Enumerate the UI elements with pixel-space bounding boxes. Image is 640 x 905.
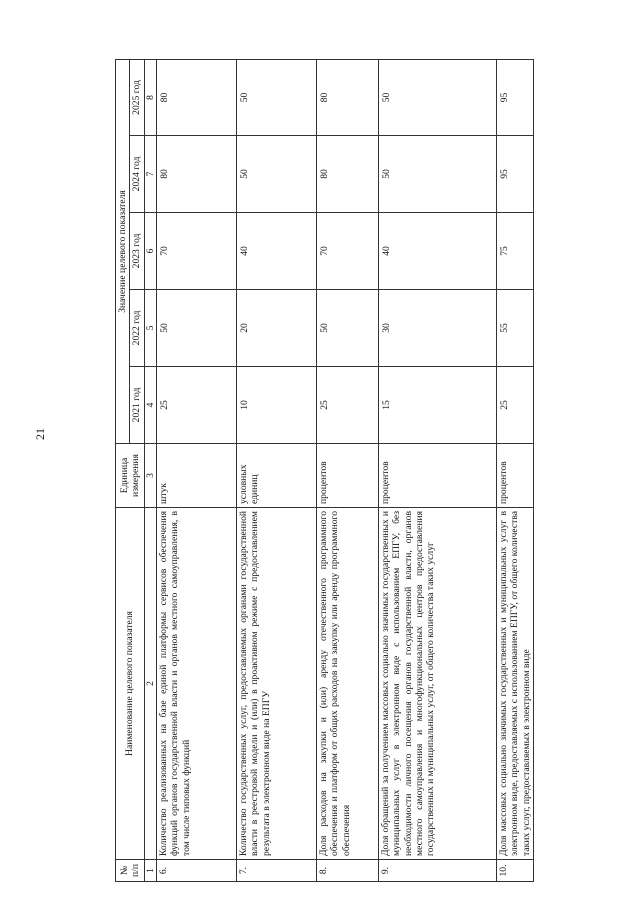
value-2023: 70	[156, 213, 236, 290]
indicator-unit: условных единиц	[236, 444, 316, 508]
value-2021: 25	[316, 367, 378, 444]
value-2025: 50	[378, 59, 496, 135]
header-unit: Единица измерения	[116, 444, 145, 508]
rotated-table-wrapper	[115, 60, 532, 882]
column-index: 2	[144, 508, 156, 860]
header-year: 2025 год	[130, 59, 144, 135]
indicator-unit: штук	[156, 444, 236, 508]
header-year: 2024 год	[130, 136, 144, 213]
value-2021: 25	[496, 367, 533, 444]
header-year: 2021 год	[130, 367, 144, 444]
value-2024: 95	[496, 136, 533, 213]
value-2022: 50	[156, 290, 236, 367]
column-index: 6	[144, 213, 156, 290]
column-index: 3	[144, 444, 156, 508]
indicator-name: Доля обращений за получением массовых социально значимых государственных и муниципальных услуг в электронном виде с использованием ЕПГУ, без необходимости личного посещения органов государственной власти, органов местного самоуправления и многофункциональных центров предоставления государственных и муниципальных услуг, от общего количества таких услуг	[378, 508, 496, 860]
row-number: 6.	[156, 860, 236, 882]
column-index: 8	[144, 59, 156, 135]
target-indicators-table	[115, 59, 534, 882]
row-number: 7.	[236, 860, 316, 882]
value-2022: 30	[378, 290, 496, 367]
value-2022: 20	[236, 290, 316, 367]
value-2025: 80	[316, 59, 378, 135]
value-2024: 80	[316, 136, 378, 213]
indicator-unit: процентов	[496, 444, 533, 508]
table-row	[316, 59, 378, 881]
column-index: 5	[144, 290, 156, 367]
indicator-name: Количество реализованных на базе единой платформы сервисов обеспечения функций органов государственной власти и органов местного самоуправления, в том числе типовых функций	[156, 508, 236, 860]
table-row	[378, 59, 496, 881]
value-2021: 25	[156, 367, 236, 444]
value-2025: 95	[496, 59, 533, 135]
row-number: 8.	[316, 860, 378, 882]
value-2023: 40	[378, 213, 496, 290]
table-row	[156, 59, 236, 881]
column-index: 1	[144, 860, 156, 882]
indicator-name: Доля массовых социально значимых государственных и муниципальных услуг в электронном виде, предоставляемых с использованием ЕПГУ, от общего количества таких услуг, предоставляемых в электронном виде	[496, 508, 533, 860]
row-number: 10.	[496, 860, 533, 882]
value-2024: 50	[378, 136, 496, 213]
table-row	[236, 59, 316, 881]
header-year: 2023 год	[130, 213, 144, 290]
value-2024: 50	[236, 136, 316, 213]
header-indicator-name: Наименование целевого показателя	[116, 508, 145, 860]
page-number: 21	[33, 428, 47, 440]
value-2021: 15	[378, 367, 496, 444]
indicator-unit: процентов	[316, 444, 378, 508]
value-2024: 80	[156, 136, 236, 213]
value-2023: 40	[236, 213, 316, 290]
value-2025: 80	[156, 59, 236, 135]
value-2025: 50	[236, 59, 316, 135]
indicator-unit: процентов	[378, 444, 496, 508]
header-target-values: Значение целевого показателя	[116, 59, 130, 443]
column-index: 7	[144, 136, 156, 213]
value-2021: 10	[236, 367, 316, 444]
value-2022: 55	[496, 290, 533, 367]
header-number: № п/п	[116, 860, 145, 882]
header-year: 2022 год	[130, 290, 144, 367]
value-2023: 75	[496, 213, 533, 290]
indicator-name: Количество государственных услуг, предоставляемых органами государственной власти в реестровой модели и (или) в проактивном режиме с предоставлением результата в электронном виде на ЕПГУ	[236, 508, 316, 860]
row-number: 9.	[378, 860, 496, 882]
indicator-name: Доля расходов на закупки и (или) аренду отечественного программного обеспечения и платформ от общих расходов на закупку или аренду программного обеспечения	[316, 508, 378, 860]
value-2023: 70	[316, 213, 378, 290]
column-index: 4	[144, 367, 156, 444]
value-2022: 50	[316, 290, 378, 367]
table-row	[496, 59, 533, 881]
